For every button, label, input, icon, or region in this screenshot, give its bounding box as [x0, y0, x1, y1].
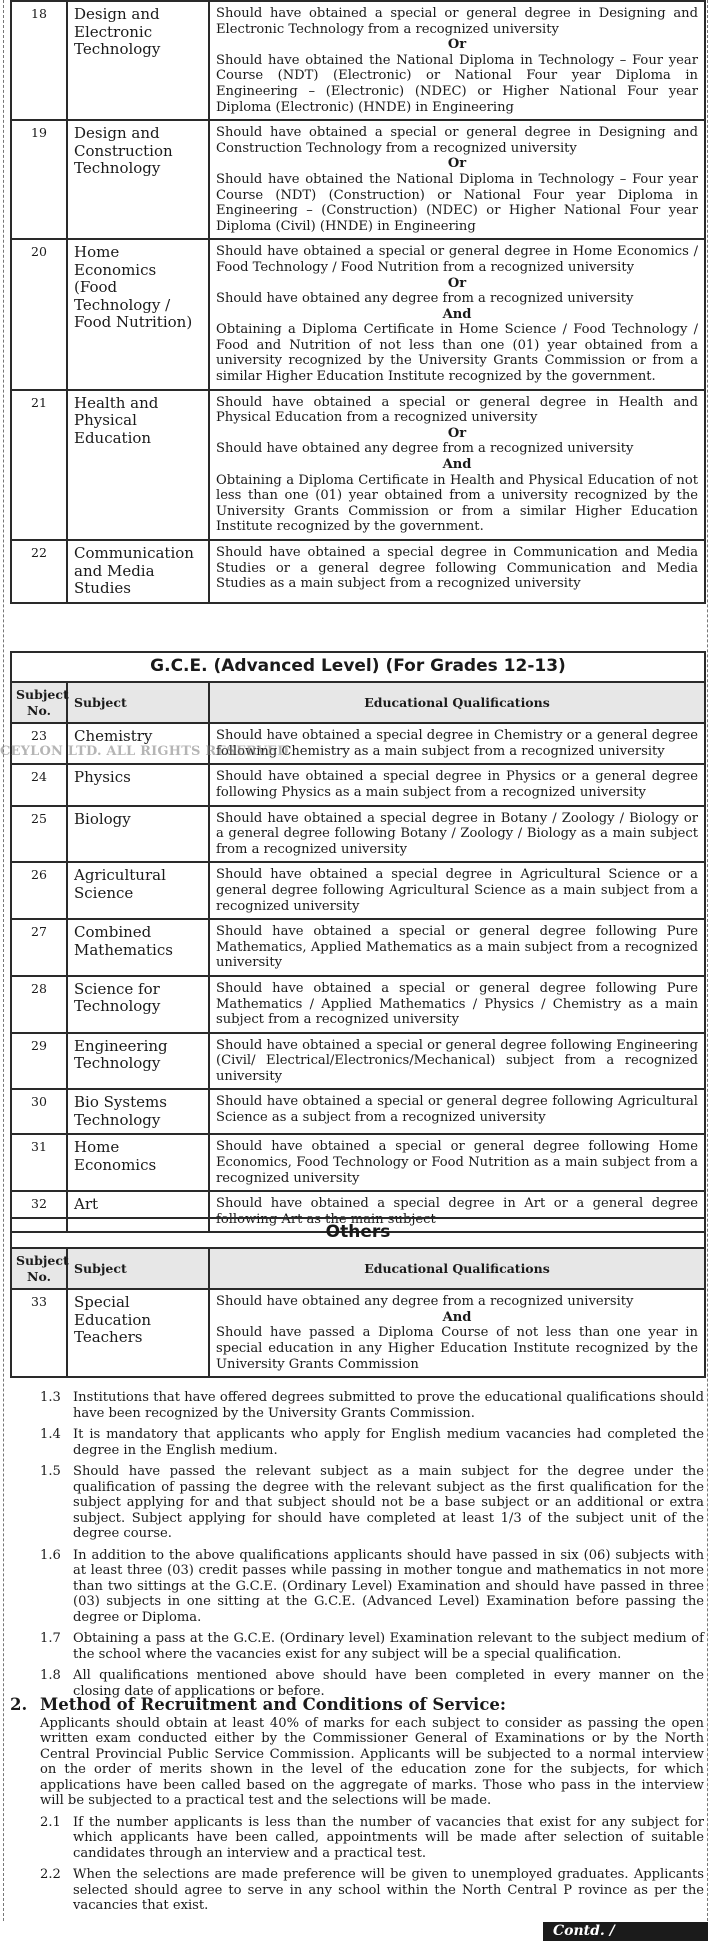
subject-name: Biology — [67, 806, 209, 863]
section-2-heading — [10, 1697, 704, 1713]
subject-number: 29 — [11, 1033, 67, 1090]
qualifications-table-others — [10, 1217, 706, 1378]
item-number: 1.4 — [40, 1427, 61, 1442]
item-number: 1.5 — [40, 1464, 61, 1479]
qualification-text: Should have obtained a special degree in Chemistry or a general degree following Chemistry as a main subject from a recognized university — [216, 728, 698, 759]
subject-number: 32 — [11, 1191, 67, 1232]
educational-qualifications — [209, 1033, 705, 1090]
table-row — [11, 1089, 705, 1134]
subject-name: Science for Technology — [67, 976, 209, 1033]
subject-number: 30 — [11, 1089, 67, 1134]
qualification-text: Should have passed a Diploma Course of not less than one year in special education in any Higher Education Institute recognized by the University Grants Commission — [216, 1325, 698, 1372]
subject-number: 22 — [11, 540, 67, 603]
qualification-text: Should have obtained a special or general degree following Pure Mathematics / Applied Mathematics / Physics / Chemistry as a main subject from a recognized university — [216, 980, 698, 1028]
qualification-connector: Or — [447, 37, 467, 53]
col-header-subject-no: Subject No. — [11, 1248, 67, 1289]
qualifications-table-top — [10, 0, 706, 604]
qualification-text: Should have obtained a special or general degree following Agricultural Science as a subject from a recognized university — [216, 1094, 698, 1126]
col-header-qualifications: Educational Qualifications — [209, 682, 705, 723]
item-number: 1.7 — [40, 1631, 61, 1646]
item-number: 2.2 — [40, 1867, 61, 1882]
qualification-text: Should have obtained a special or general degree following Home Economics, Food Technology or Food Nutrition as a main subject from a recognized university — [216, 1139, 698, 1186]
subject-name: Chemistry — [67, 723, 209, 764]
subject-number: 25 — [11, 806, 67, 863]
item-text: If the number applicants is less than the number of vacancies that exist for any subject for which applicants have been called, appointments will be made after selection of suitable candidates through an interview and a practical test. — [73, 1814, 704, 1861]
subject-name: Combined Mathematics — [67, 919, 209, 976]
subject-number: 21 — [11, 390, 67, 540]
qualification-text: Should have obtained a special degree in Botany / Zoology / Biology or a general degree following Botany / Zoology / Biology as a main subject from a recognized university — [216, 810, 698, 857]
item-text: Institutions that have offered degrees submitted to prove the educational qualifications should have been recognized by the University Grants Commission. — [73, 1390, 704, 1421]
subject-number: 31 — [11, 1134, 67, 1191]
qualification-text: Should have obtained a special or general degree in Designing and Electronic Technology from a recognized university — [216, 6, 698, 37]
section-title-al: G.C.E. (Advanced Level) (For Grades 12-13) — [11, 652, 705, 682]
table-row — [11, 1134, 705, 1191]
subject-name: Communication and Media Studies — [67, 540, 209, 603]
qualification-text: Should have obtained any degree from a recognized university — [216, 291, 634, 307]
qualification-text: Should have obtained a special degree in Physics or a general degree following Physics as a main subject from a recognized university — [216, 769, 698, 800]
item-number: 1.3 — [40, 1390, 61, 1405]
table-row — [11, 1033, 705, 1090]
subject-number: 20 — [11, 239, 67, 389]
list-item — [40, 1815, 704, 1862]
section-2-number: 2. — [10, 1695, 28, 1714]
subject-number: 26 — [11, 862, 67, 919]
item-number: 2.1 — [40, 1814, 61, 1830]
watermark-text: CEYLON LTD. ALL RIGHTS RESERVED — [0, 744, 289, 759]
subject-name: Home Economics (Food Technology / Food Nutrition) — [67, 239, 209, 389]
qualification-text: Should have obtained a special or general degree following Engineering (Civil/ Electrical/Electronics/Mechanical) subject from a recognized university — [216, 1037, 698, 1084]
table-row — [11, 390, 705, 540]
qualification-text: Should have obtained the National Diploma in Technology – Four year Course (NDT) (Construction) or National Four year Diploma in Engineering – (Construction) (NDEC) or Higher National Four year Diploma (Civil) (HNDE) in Engineering — [216, 171, 698, 234]
qualification-text: Should have obtained any degree from a recognized university — [216, 1294, 634, 1310]
subject-name: Home Economics — [67, 1134, 209, 1191]
table-row — [11, 976, 705, 1033]
item-text: Should have passed the relevant subject as a main subject for the degree under the qualification of passing the degree with the relevant subject as the first qualification for the subject applying for and that subject should not be a base subject or an additional or extra subject. Subject applying for should have completed at least 1/3 of the subject unit of the degree course. — [73, 1464, 704, 1541]
section-2-lead: Applicants should obtain at least 40% of marks for each subject to consider as passing the open written exam conducted either by the Commissioner General of Examinations or by the North Central Provincial Public Service Commission. Applicants will be subjected to a normal interview on the order of merits shown in the level of the education zone for the subjects, for which applications have been called based on the aggregate of marks. Those who pass in the interview will be subjected to a practical test and the selections will be made. — [40, 1715, 704, 1808]
educational-qualifications — [209, 806, 705, 863]
subject-number: 28 — [11, 976, 67, 1033]
qualification-text: Should have obtained any degree from a recognized university — [216, 441, 634, 457]
subject-name: Design and Electronic Technology — [67, 1, 209, 120]
table-row — [11, 862, 705, 919]
col-header-subject: Subject — [67, 682, 209, 723]
educational-qualifications — [209, 540, 705, 603]
page-margin-line-left — [3, 0, 4, 1921]
table-row — [11, 806, 705, 863]
subject-number: 27 — [11, 919, 67, 976]
qualification-connector: Or — [447, 275, 467, 291]
col-header-qualifications: Educational Qualifications — [209, 1248, 705, 1289]
notes-list — [40, 1390, 704, 1705]
qualification-text: Should have obtained the National Diploma in Technology – Four year Course (NDT) (Electronic) or National Four year Diploma in Engineering – (Electronic) (NDEC) or Higher National Four year Diploma (Electronic) (HNDE) in Engineering — [216, 52, 698, 115]
educational-qualifications — [209, 1089, 705, 1134]
qualification-connector: And — [442, 457, 472, 473]
qualification-text: Obtaining a Diploma Certificate in Health and Physical Education of not less than one (01) year obtained from a university recognized by the University Grants Commission or from a similar Higher Education Institute recognized by the government. — [216, 472, 698, 535]
qualification-text: Should have obtained a special degree in Art or a general degree following Art as the main subject — [216, 1196, 698, 1227]
subject-number: 18 — [11, 1, 67, 120]
subject-name: Bio Systems Technology — [67, 1089, 209, 1134]
educational-qualifications — [209, 1134, 705, 1191]
educational-qualifications — [209, 1289, 705, 1377]
table-row — [11, 540, 705, 603]
qualification-connector: Or — [447, 425, 467, 441]
list-item — [40, 1548, 704, 1626]
educational-qualifications — [209, 239, 705, 389]
item-text: When the selections are made preference will be given to unemployed graduates. Applicants selected should agree to serve in any school within the North Central P rovince as per the vacancies that exist. — [73, 1867, 704, 1913]
list-item — [40, 1390, 704, 1421]
col-header-subject: Subject — [67, 1248, 209, 1289]
item-text: In addition to the above qualifications applicants should have passed in six (06) subjects with at least three (03) credit passes while passing in mother tongue and mathematics in not more than two sittings at the G.C.E. (Ordinary Level) Examination and should have passed in three (03) subjects in one sitting at the G.C.E. (Advanced Level) Examination before passing the degree or Diploma. — [73, 1547, 704, 1625]
qualification-text: Should have obtained a special or general degree in Home Economics / Food Technology / Food Nutrition from a recognized university — [216, 244, 698, 275]
section-2 — [10, 1697, 704, 1920]
qualification-text: Should have obtained a special or general degree in Health and Physical Education from a recognized university — [216, 394, 698, 426]
educational-qualifications — [209, 862, 705, 919]
table-row — [11, 723, 705, 764]
qualification-connector: And — [442, 1309, 472, 1325]
qualification-text: Should have obtained a special degree in Agricultural Science or a general degree following Agricultural Science as a main subject from a recognized university — [216, 867, 698, 914]
qualification-text: Should have obtained a special or general degree following Pure Mathematics, Applied Mathematics as a main subject from a recognized university — [216, 924, 698, 971]
qualification-text: Should have obtained a special or general degree in Designing and Construction Technology from a recognized university — [216, 125, 698, 156]
table-row — [11, 764, 705, 805]
educational-qualifications — [209, 919, 705, 976]
list-item — [40, 1631, 704, 1662]
educational-qualifications — [209, 120, 705, 239]
continued-marker: Contd. / — [543, 1922, 708, 1941]
qualification-connector: Or — [447, 156, 467, 172]
section-2-items — [10, 1815, 704, 1914]
subject-name: Agricultural Science — [67, 862, 209, 919]
educational-qualifications — [209, 976, 705, 1033]
item-number: 1.8 — [40, 1668, 61, 1683]
subject-name: Art — [67, 1191, 209, 1232]
page-margin-line-right — [707, 0, 708, 1921]
table-row — [11, 239, 705, 389]
list-item — [40, 1867, 704, 1914]
section-2-title: Method of Recruitment and Conditions of Service: — [40, 1695, 506, 1714]
educational-qualifications — [209, 390, 705, 540]
item-text: All qualifications mentioned above should have been completed in every manner on the closing date of applications or before. — [73, 1668, 704, 1699]
qualification-text: Obtaining a Diploma Certificate in Home Science / Food Technology / Food and Nutrition of not less than one (01) year obtained from a university recognized by the University Grants Commission or from a similar Higher Education Institute recognized by the government. — [216, 322, 698, 385]
subject-number: 33 — [11, 1289, 67, 1377]
subject-number: 24 — [11, 764, 67, 805]
educational-qualifications — [209, 764, 705, 805]
table-row — [11, 919, 705, 976]
qualifications-table-al — [10, 651, 706, 1233]
subject-name: Health and Physical Education — [67, 390, 209, 540]
item-text: Obtaining a pass at the G.C.E. (Ordinary level) Examination relevant to the subject medium of the school where the vacancies exist for any subject will be a special qualification. — [73, 1631, 704, 1662]
subject-name: Physics — [67, 764, 209, 805]
subject-number: 23 — [11, 723, 67, 764]
subject-name: Special Education Teachers — [67, 1289, 209, 1377]
table-row — [11, 1289, 705, 1377]
section-title-others: Others — [11, 1218, 705, 1248]
qualification-connector: And — [442, 306, 472, 322]
table-row — [11, 1, 705, 120]
item-text: It is mandatory that applicants who apply for English medium vacancies had completed the degree in the English medium. — [73, 1427, 704, 1458]
table-row — [11, 120, 705, 239]
list-item — [40, 1427, 704, 1458]
subject-name: Design and Construction Technology — [67, 120, 209, 239]
subject-name: Engineering Technology — [67, 1033, 209, 1090]
subject-number: 19 — [11, 120, 67, 239]
col-header-subject-no: Subject No. — [11, 682, 67, 723]
list-item — [40, 1464, 704, 1542]
educational-qualifications — [209, 1, 705, 120]
educational-qualifications — [209, 723, 705, 764]
qualification-text: Should have obtained a special degree in Communication and Media Studies or a general degree following Communication and Media Studies as a main subject from a recognized university — [216, 545, 698, 592]
item-number: 1.6 — [40, 1547, 61, 1563]
